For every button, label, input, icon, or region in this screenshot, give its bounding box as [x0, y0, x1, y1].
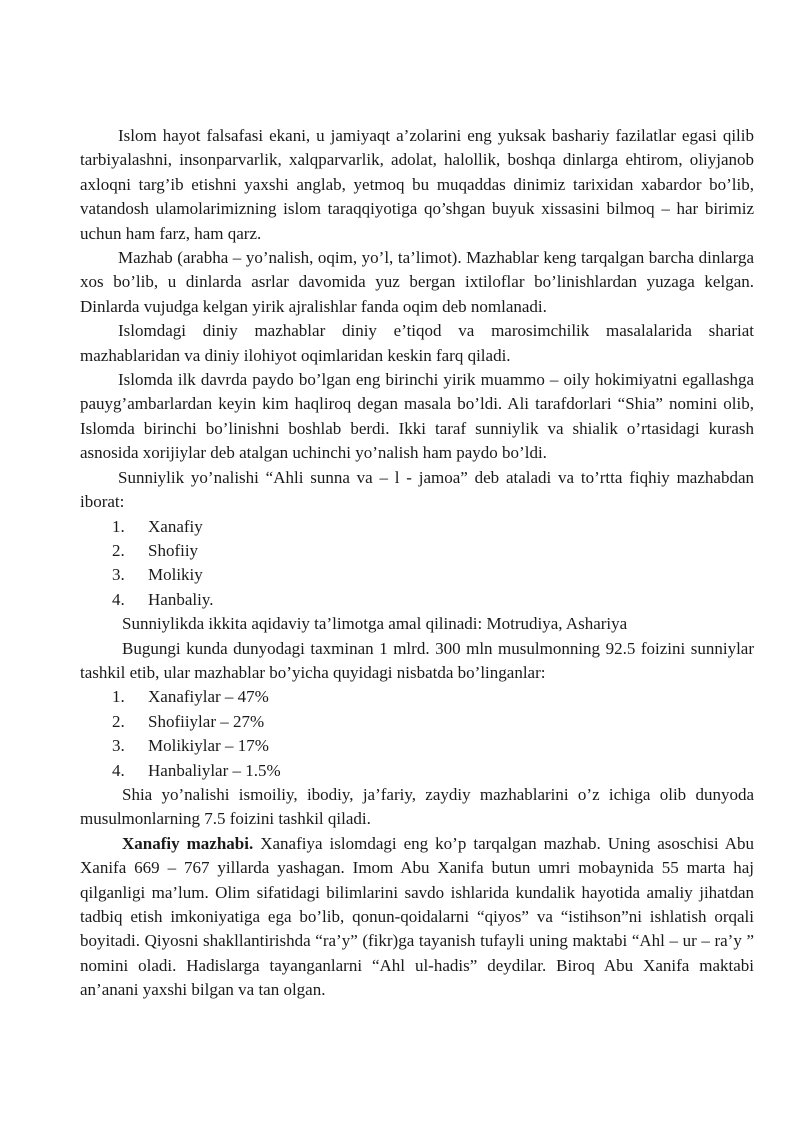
madhab-percent-list — [80, 685, 754, 783]
madhab-list — [80, 515, 754, 613]
list-text: Xanafiylar – 47% — [148, 687, 269, 707]
list-text: Xanafiy — [148, 516, 203, 536]
list-number: 3. — [112, 565, 125, 585]
list-number: 4. — [112, 760, 125, 780]
list-number: 2. — [112, 540, 125, 560]
paragraph: Bugungi kunda dunyodagi taxminan 1 mlrd. 300 mln musulmonning 92.5 foizini sunniylar tashkil etib, ular mazhablar bo’yicha quyidagi nisbatda bo’linganlar: — [80, 638, 754, 682]
list-item — [80, 685, 754, 709]
list-item — [80, 759, 754, 783]
list-item — [80, 563, 754, 587]
paragraph: Sunniylikda ikkita aqidaviy ta’limotga amal qilinadi: Motrudiya, Ashariya — [122, 614, 628, 634]
list-item — [80, 734, 754, 758]
list-number: 1. — [112, 516, 125, 536]
paragraph — [80, 832, 754, 1003]
list-text: Shofiiy — [148, 540, 199, 560]
list-item — [80, 710, 754, 734]
list-text: Hanbaliy. — [148, 589, 214, 609]
list-item — [80, 539, 754, 563]
paragraph: Sunniylik yo’nalishi “Ahli sunna va – l - jamoa” deb ataladi va to’rtta fiqhiy mazhabdan iborat: — [80, 467, 754, 512]
list-number: 1. — [112, 687, 125, 707]
paragraph: Islomdagi diniy mazhablar diniy e’tiqod va marosimchilik masalalarida shariat mazhablaridan va diniy ilohiyot oqimlaridan keskin farq qiladi. — [80, 321, 754, 365]
list-item — [80, 588, 754, 612]
list-item — [80, 515, 754, 539]
paragraph: Shia yo’nalishi ismoiliy, ibodiy, ja’fariy, zaydiy mazhablarini o’z ichiga olib dunyoda musulmonlarning 7.5 foizini tashkil qiladi. — [80, 784, 754, 829]
list-text: Molikiy — [148, 565, 203, 585]
list-text: Molikiylar – 17% — [148, 736, 269, 756]
list-number: 2. — [112, 711, 125, 731]
list-number: 3. — [112, 736, 125, 756]
paragraph: Mazhab (arabha – yo’nalish, oqim, yo’l, ta’limot). Mazhablar keng tarqalgan barcha dinlarga xos bo’lib, u dinlarda asrlar davomida yuz bergan ixtiloflar bo’linishlardan yuzaga kelgan. Dinlarda vujudga kelgan yirik ajralishlar fanda oqim deb nomlanadi. — [80, 248, 754, 316]
list-text: Shofiiylar – 27% — [148, 711, 265, 731]
list-text: Hanbaliylar – 1.5% — [148, 760, 281, 780]
paragraph-text: Xanafiya islomdagi eng ko’p tarqalgan mazhab. Uning asoschisi Abu Xanifa 669 – 767 yillarda yashagan. Imom Abu Xanifa butun umri mobaynida 55 marta haj qilganligi ma’lum. Olim sifatidagi bilimlarini savdo ishlarida kundalik hayotida amaliy jihatdan tadbiq etish imkoniyatiga ega bo’lib, qonun-qoidalarni “qiyos” va “istihson”ni ishlatish orqali boyitadi. Qiyosni shakllantirishda “ra’y” (fikr)ga tayanish tufayli uning maktabi “Ahl – ur – ra’y ” nomini oladi. Hadislarga tayanganlarni “Ahl ul-hadis” deydilar. Biroq Abu Xanifa maktabi an’anani yaxshi bilgan va tan olgan. — [80, 833, 754, 1000]
section-heading: Xanafiy mazhabi. — [122, 833, 254, 853]
paragraph: Islom hayot falsafasi ekani, u jamiyaqt a’zolarini eng yuksak bashariy fazilatlar egasi qilib tarbiyalashni, insonparvarlik, xalqparvarlik, adolat, halollik, boshqa dinlarga ehtirom, oliyjanob axloqni targ’ib etishni yaxshi anglab, yetmoq bu muqaddas dinimiz tarixidan xabardor bo’lib, vatandosh ulamolarimizning islom taraqqiyotiga qo’shgan buyuk xissasini bilmoq – har birimiz uchun ham farz, ham qarz. — [80, 126, 754, 243]
paragraph: Islomda ilk davrda paydo bo’lgan eng birinchi yirik muammo – oily hokimiyatni egallashga pauyg’ambarlardan keyin kim haqliroq degan masala bo’ldi. Ali tarafdorlari “Shia” nomini olib, Islomda birinchi bo’linishni boshlab berdi. Ikki taraf sunniylik va shialik o’rtasidagi kurash asnosida xorijiylar deb atalgan uchinchi yo’nalish ham paydo bo’ldi. — [80, 370, 754, 463]
list-number: 4. — [112, 589, 125, 609]
